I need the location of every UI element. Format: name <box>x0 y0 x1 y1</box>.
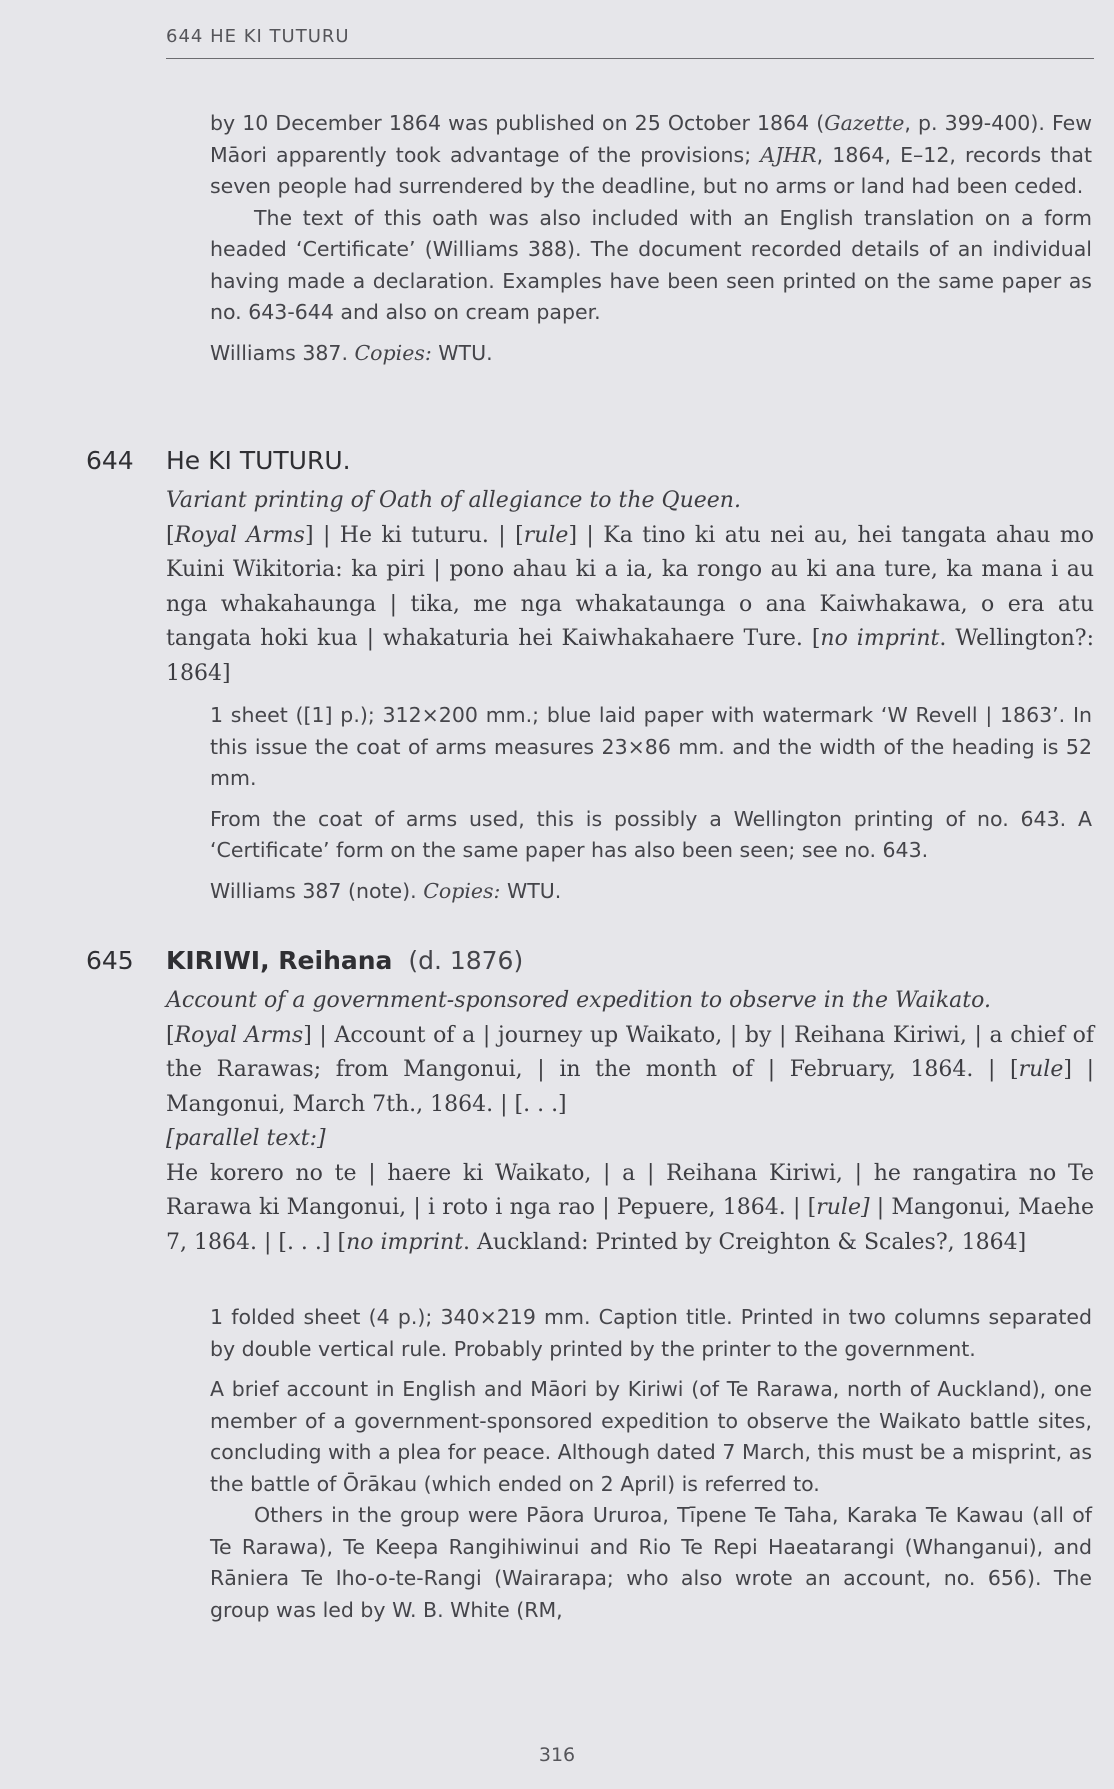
text-run: . Wellington?: 1864] <box>166 626 1094 686</box>
text-run: ] | Account of a | journey up Waikato, | by | Reihana Kiriwi, | a chief of the Rarawas; from Mangonui, | in the month of | February, 1864. | [ <box>166 1022 1094 1082</box>
italic-run: Account of a government-sponsored expedition to observe in the Waikato. <box>166 988 991 1013</box>
text-run: . Auckland: Printed by Creighton & Scales?, 1864] <box>463 1229 1027 1255</box>
text-run: | Mangonui, Maehe 7, 1864. | [. . .] [ <box>166 1195 1095 1255</box>
italic-run: [parallel text:] <box>166 1126 326 1151</box>
text-run: by 10 December 1864 was published on 25 October 1864 ( <box>210 111 825 135</box>
previous-entry-notes <box>210 108 1092 369</box>
italic-run: Copies: <box>423 878 501 903</box>
note-paragraph: Others in the group were Pāora Ururoa, Tīpene Te Taha, Karaka Te Kawau (all of Te Rarawa), Te Keepa Rangihiwinui and Rio Te Repi Haeatarangi (Whanganui), and Rāniera Te Iho-o-te-Rangi (Wairarapa; who also wrote an account, no. 656). The group was led by W. B. White (RM, <box>210 1503 1092 1622</box>
italic-run: rule <box>523 522 569 548</box>
entry-645-description <box>166 984 1094 1260</box>
italic-run: rule <box>1018 1057 1064 1082</box>
text-run: ] | Mangonui, March 7th., 1864. | [. . .] <box>166 1057 1094 1117</box>
parallel-text-label <box>166 1122 1094 1157</box>
text-run: WTU. <box>431 340 493 365</box>
author-name: KIRIWI, Reihana <box>166 946 393 975</box>
entry-645-notes <box>210 1302 1092 1626</box>
running-head: 644 HE KI TUTURU <box>166 26 350 47</box>
header-rule <box>166 58 1094 59</box>
italic-run: Copies: <box>354 340 432 365</box>
italic-run: AJHR <box>760 142 817 167</box>
italic-run: no imprint <box>346 1229 464 1255</box>
page-number: 316 <box>538 1744 576 1766</box>
entry-644-description <box>166 484 1094 691</box>
title-transcription: [Royal Arms] | He ki tuturu. | [rule] | Ka tino ki atu nei au, hei tangata ahau mo Kuini Wikitoria: ka piri | pono ahau ki a ia, ka rongo au ki ana ture, ka mana i au nga whakahaunga | tika, me nga whakataunga o ana Kaiwhakawa, o era atu tangata hoki kua | whakaturia hei Kaiwhakahaere Ture. [no imprint. Wellington?: 1864] <box>166 522 1094 686</box>
parallel-transcription <box>166 1157 1094 1261</box>
note-paragraph: The text of this oath was also included with an English translation on a form headed ‘Certificate’ (Williams 388). The document recorded details of an individual having made a declaration. Examples have been seen printed on the same paper as no. 643-644 and also on cream paper. <box>210 205 1092 324</box>
note-paragraph: From the coat of arms used, this is possibly a Wellington printing of no. 643. A ‘Certificate’ form on the same paper has also been seen; see no. 643. <box>210 806 1092 862</box>
text-run: Williams 387. <box>210 340 355 365</box>
physical-description: 1 sheet ([1] p.); 312×200 mm.; blue laid paper with watermark ‘W Revell | 1863’. In this issue the coat of arms measures 23×86 mm. and the width of the heading is 52 mm. <box>210 703 1092 790</box>
entry-number: 645 <box>86 946 134 975</box>
heading-suffix: . <box>342 446 351 475</box>
entry-subtitle <box>166 484 1094 519</box>
text-run: WTU. <box>500 878 562 903</box>
italic-run: Variant printing of Oath of allegiance to the Queen. <box>166 488 741 513</box>
text-run: He korero no te | haere ki Waikato, | a | Reihana Kiriwi, | he rangatira no Te Rarawa ki Mangonui, | i roto i nga rao | Pepuere, 1864. | [ <box>166 1160 1094 1220</box>
entry-subtitle <box>166 984 1094 1019</box>
entry-heading <box>166 446 351 475</box>
reference-line <box>210 338 1092 370</box>
reference-line <box>210 876 1092 908</box>
note-paragraph <box>210 108 1092 203</box>
italic-run: rule] <box>816 1195 870 1220</box>
text-run: Williams 387 (note). <box>210 878 424 903</box>
entry-heading <box>166 946 523 975</box>
entry-644-notes <box>210 700 1092 907</box>
author-dates: (d. 1876) <box>408 946 524 975</box>
text-run: , p. 399-400). Few Māori apparently took advantage of the provisions; <box>210 111 1092 167</box>
entry-number: 644 <box>86 446 134 475</box>
text-run: ] | He ki tuturu. | [ <box>304 522 524 548</box>
italic-run: no imprint <box>820 626 940 651</box>
italic-run: Royal Arms <box>174 1022 304 1048</box>
text-run: , 1864, E–12, records that seven people had surrendered by the deadline, but no arms or land had been ceded. <box>210 142 1092 198</box>
heading-text: He KI TUTURU <box>166 446 343 475</box>
note-paragraph: A brief account in English and Māori by Kiriwi (of Te Rarawa, north of Auckland), one member of a government-sponsored expedition to observe the Waikato battle sites, concluding with a plea for peace. Although dated 7 March, this must be a misprint, as the battle of Ōrākau (which ended on 2 April) is referred to. <box>210 1377 1092 1496</box>
italic-run: Royal Arms <box>174 522 305 548</box>
title-transcription: [Royal Arms] | Account of a | journey up Waikato, | by | Reihana Kiriwi, | a chief of the Rarawas; from Mangonui, | in the month of | February, 1864. | [rule] | Mangonui, March 7th., 1864. | [. . .] <box>166 1022 1094 1117</box>
physical-description: 1 folded sheet (4 p.); 340×219 mm. Caption title. Printed in two columns separated by double vertical rule. Probably printed by the printer to the government. <box>210 1305 1092 1361</box>
italic-run: Gazette <box>824 111 905 135</box>
text-run: ] | Ka tino ki atu nei au, hei tangata ahau mo Kuini Wikitoria: ka piri | pono ahau ki a ia, ka rongo au ki ana ture, ka mana i au nga whakahaunga | tika, me nga whakataunga o ana Kaiwhakawa, o era atu tangata hoki kua | whakaturia hei Kaiwhakahaere Ture. [ <box>166 522 1094 651</box>
